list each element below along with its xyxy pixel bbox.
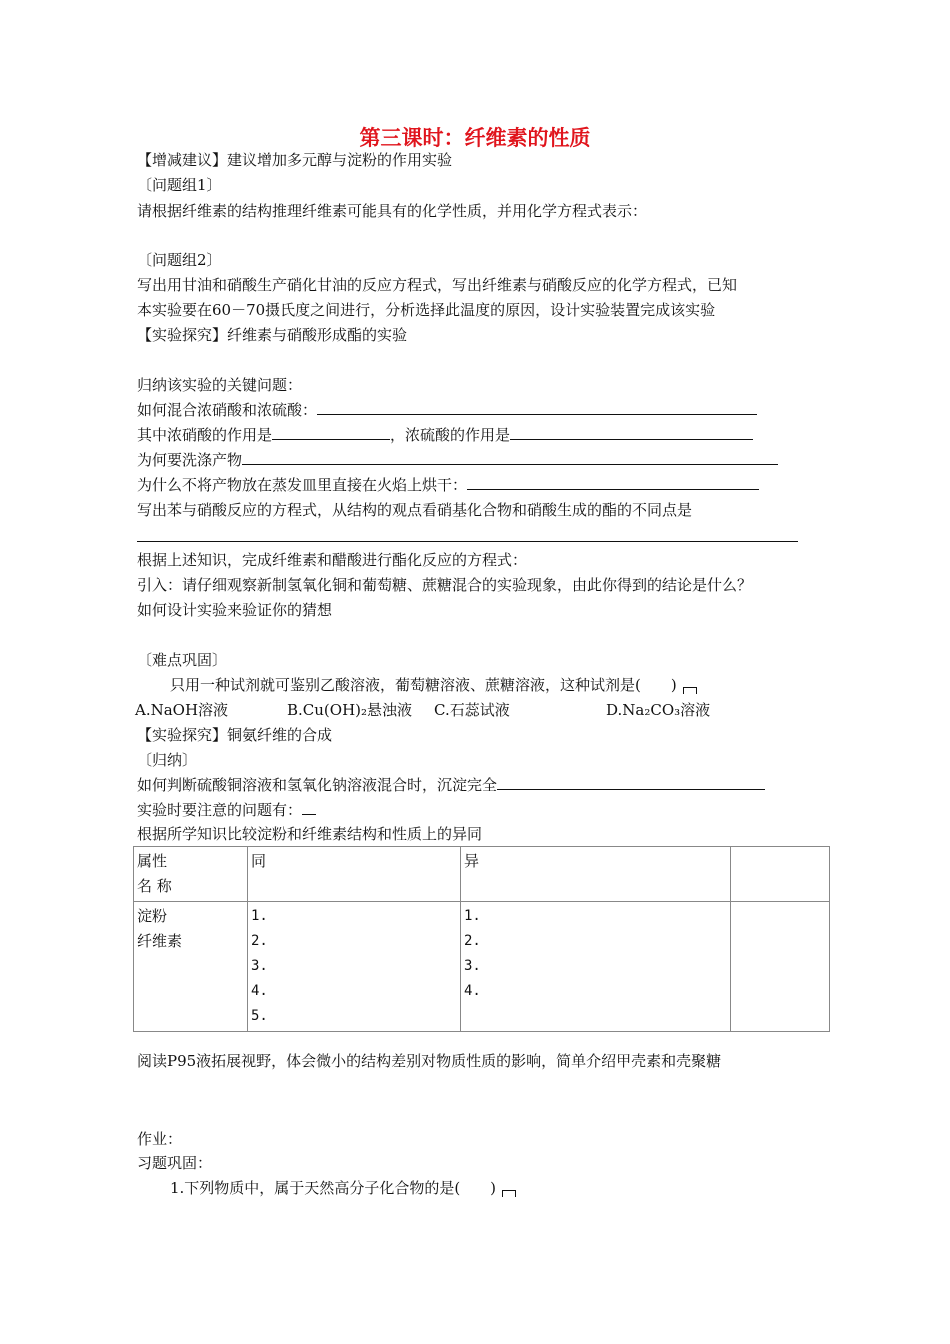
summary-precipitate-question — [137, 774, 765, 796]
header-name: 名 称 — [137, 877, 172, 895]
nitric-acid-role-text: 其中浓硝酸的作用是 — [137, 426, 273, 444]
group2-line1: 写出用甘油和硝酸生产硝化甘油的反应方程式，写出纤维素与硝酸反应的化学方程式，已知 — [137, 276, 738, 294]
key-questions-heading: 归纳该实验的关键问题： — [137, 376, 303, 394]
explore1-heading: 【实验探究】纤维素与硝酸形成酯的实验 — [137, 326, 408, 344]
header-attr-name-cell — [134, 847, 248, 902]
reading-text: 阅读P95液拓展视野，体会微小的结构差别对物质性质的影响，简单介绍甲壳素和壳聚糖 — [137, 1052, 722, 1070]
summary-label: 〔归纳〕 — [137, 751, 198, 769]
row-label-cellulose: 纤维素 — [137, 932, 183, 950]
question-mix-acids — [137, 399, 757, 421]
answer-blank[interactable] — [137, 541, 798, 542]
diff-item: 1. — [464, 908, 481, 924]
question-drying-text: 为什么不将产物放在蒸发皿里直接在火焰上烘干： — [137, 476, 468, 494]
comparison-table — [133, 846, 830, 1032]
question-acid-roles — [137, 424, 753, 446]
same-item: 3. — [251, 958, 268, 974]
header-same-cell: 同 — [248, 847, 461, 902]
diff-item: 3. — [464, 958, 481, 974]
summary-line1-text: 如何判断硫酸铜溶液和氢氧化钠溶液混合时，沉淀完全 — [137, 776, 498, 794]
question-wash-product — [137, 449, 778, 471]
compare-title: 根据所学知识比较淀粉和纤维素结构和性质上的异同 — [137, 825, 483, 843]
group1-text: 请根据纤维素的结构推理纤维素可能具有的化学性质，并用化学方程式表示： — [137, 202, 648, 220]
answer-blank[interactable] — [272, 424, 390, 440]
suggestion-text: 【增减建议】建议增加多元醇与淀粉的作用实验 — [137, 151, 453, 169]
same-items-cell[interactable] — [248, 902, 461, 1032]
option-a[interactable]: A.NaOH溶液 — [135, 701, 229, 719]
acetic-esterification-text: 根据上述知识，完成纤维素和醋酸进行酯化反应的方程式： — [137, 551, 528, 569]
summary-line2-text: 实验时要注意的问题有： — [137, 801, 303, 819]
question-drying — [137, 474, 759, 496]
diff-items-cell[interactable] — [461, 902, 731, 1032]
question-benzene-nitration: 写出苯与硝酸反应的方程式，从结构的观点看硝基化合物和硝酸生成的酯的不同点是 — [137, 501, 693, 519]
exercise-label: 习题巩固： — [137, 1154, 213, 1172]
header-attr: 属性 — [137, 852, 168, 870]
diff-item: 2. — [464, 933, 481, 949]
option-c[interactable]: C.石蕊试液 — [434, 701, 510, 719]
answer-blank[interactable] — [510, 424, 753, 440]
diff-item: 4. — [464, 983, 481, 999]
page-title: 第三课时：纤维素的性质 — [359, 126, 591, 150]
final-question — [170, 1177, 516, 1199]
sulfuric-acid-role-text: ，浓硫酸的作用是 — [390, 426, 511, 444]
same-item: 1. — [251, 908, 268, 924]
homework-label: 作业： — [137, 1130, 183, 1148]
consolidate-question-text: 只用一种试剂就可鉴别乙酸溶液，葡萄糖溶液、蔗糖溶液，这种试剂是( ) — [170, 676, 677, 694]
intro-line2: 如何设计实验来验证你的猜想 — [137, 601, 333, 619]
answer-blank[interactable] — [242, 449, 778, 465]
table-header-row — [134, 847, 830, 902]
final-question-text: 1.下列物质中，属于天然高分子化合物的是( ) — [170, 1179, 497, 1197]
answer-blank[interactable] — [497, 774, 765, 790]
same-item: 2. — [251, 933, 268, 949]
group1-label: 〔问题组1〕 — [137, 176, 222, 194]
answer-blank[interactable] — [302, 799, 316, 815]
answer-corner-mark — [683, 687, 697, 694]
group2-line2: 本实验要在60－70摄氏度之间进行，分析选择此温度的原因，设计实验装置完成该实验 — [137, 301, 716, 319]
consolidate-label: 〔难点巩固〕 — [137, 651, 228, 669]
empty-cell — [731, 902, 830, 1032]
row-label-starch: 淀粉 — [137, 907, 168, 925]
table-row — [134, 902, 830, 1032]
explore2-heading: 【实验探究】铜氨纤维的合成 — [137, 726, 333, 744]
answer-blank[interactable] — [467, 474, 759, 490]
option-b[interactable]: B.Cu(OH)₂悬浊液 — [287, 701, 413, 719]
row-label-cell — [134, 902, 248, 1032]
consolidate-question — [170, 674, 697, 696]
option-d[interactable]: D.Na₂CO₃溶液 — [606, 701, 711, 719]
group2-label: 〔问题组2〕 — [137, 251, 222, 269]
question-mix-acids-text: 如何混合浓硝酸和浓硫酸： — [137, 401, 318, 419]
same-item: 5. — [251, 1008, 268, 1024]
answer-corner-mark — [502, 1190, 516, 1197]
same-item: 4. — [251, 983, 268, 999]
header-diff-cell: 异 — [461, 847, 731, 902]
answer-blank[interactable] — [317, 399, 757, 415]
intro-line1: 引入：请仔细观察新制氢氧化铜和葡萄糖、蔗糖混合的实验现象，由此你得到的结论是什么？ — [137, 576, 753, 594]
summary-notes — [137, 799, 316, 821]
question-wash-product-text: 为何要洗涤产物 — [137, 451, 243, 469]
header-empty-cell — [731, 847, 830, 902]
